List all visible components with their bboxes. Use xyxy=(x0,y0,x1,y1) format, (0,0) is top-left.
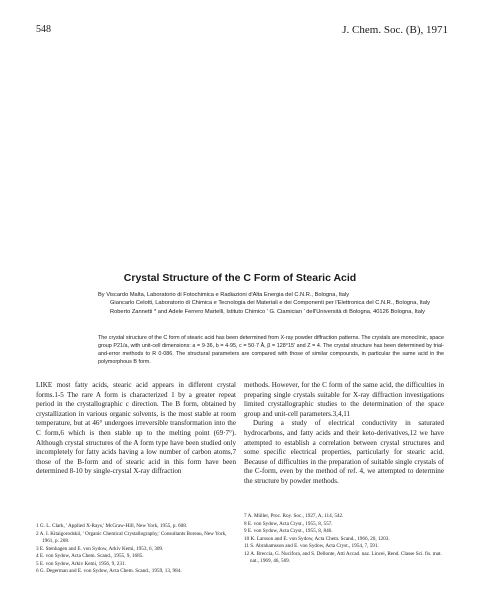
reference-item: 9 E. von Sydow, Acta Cryst., 1955, 8, 846. xyxy=(244,528,333,534)
reference-item: 6 G. Degerman and E. von Sydow, Acta Chem. Scand., 1959, 13, 984. xyxy=(36,568,182,574)
page-number: 548 xyxy=(36,24,51,35)
reference-item: 10 K. Larsson and E. von Sydow, Acta Chem. Scand., 1966, 20, 1203. xyxy=(244,535,390,542)
reference-item: 5 E. von Sydow, Arkiv Kemi, 1956, 9, 231. xyxy=(36,560,126,567)
reference-item: 8 E. von Sydow, Acta Cryst., 1955, 8, 557. xyxy=(244,520,333,527)
author-affiliation-1: By Viscardo Malta, Laboratorio di Fotochimica e Radiazioni d'Alta Energia del C.N.R., Bologna, Italy xyxy=(98,292,350,298)
reference-item: 11 S. Abrahamsson and E. von Sydow, Acta Cryst., 1954, 7, 591. xyxy=(244,543,379,549)
abstract: The crystal structure of the C form of stearic acid has been determined from X-ray powder diffraction patterns. The crystals are monoclinic, space group P21/a, with unit-cell dimensions: a = 9·36, b = 4·95, c = 50·7 Å, β = 128°15' and Z = 4. The crystal structure has been determined by trial-and-error methods to R 0·086. The structural parameters are compared with those of similar compounds, in particular the same acid in the polymorphous B form. xyxy=(98,335,444,365)
author-affiliation-3: Roberto Zannetti * and Adele Ferrero Martelli, Istituto Chimico ' G. Ciamician ' dell'Università di Bologna, 40126 Bologna, Italy xyxy=(110,308,425,315)
reference-item: 7 A. Müller, Proc. Roy. Soc., 1927, A, 114, 542. xyxy=(244,513,344,519)
reference-item: 1 G. L. Clark, ' Applied X-Rays,' McGraw-Hill, New York, 1955, p. 608. xyxy=(36,523,188,529)
body-paragraph: During a study of electrical conductivity in saturated hydrocarbons, and fatty acids and their keto-derivatives,12 we have attempted to establish a correlation between crystal structures and some specific electrical properties, particularly for stearic acid. Because of difficulties in the preparation of suitable single crystals of the C-form, even by the method of ref. 4, we attempted to determine the structure by powder methods. xyxy=(244,419,444,485)
body-left-column xyxy=(36,381,236,477)
reference-item: 4 E. von Sydow, Acta Chem. Scand., 1955, 9, 1685. xyxy=(36,553,144,559)
body-right-column xyxy=(244,381,444,487)
author-block xyxy=(98,291,448,316)
references-right xyxy=(244,513,444,566)
author-affiliation-2: Giancarlo Celotti, Laboratorio di Chimica e Tecnologia dei Materiali e dei Componenti per l'Elettronica del C.N.R., Bologna, Italy xyxy=(110,300,430,307)
reference-item: 3 E. Stenhagen and E. von Sydow, Arkiv Kemi, 1953, 6, 309. xyxy=(36,545,164,552)
reference-item: 2 A. I. Kitaigorodskii, ' Organic Chemical Crystallography,' Consultants Bureau, New York, 1961, p. 208. xyxy=(36,530,227,544)
body-paragraph: methods. However, for the C form of the same acid, the difficulties in preparing single crystals suitable for X-ray diffraction investigations limited crystallographic studies to the determination of the space group and unit-cell parameters.3,4,11 xyxy=(244,381,444,418)
references-left xyxy=(36,523,236,576)
article-title: Crystal Structure of the C Form of Stearic Acid xyxy=(123,272,357,284)
reference-item: 12 A. Breccia, G. Nucifora, and S. Dellonte, Atti Accad. naz. Lincei, Rend. Classe Sci. fis. mat. nat., 1969, 46, 569. xyxy=(244,550,442,564)
body-paragraph: LIKE most fatty acids, stearic acid appears in different crystal forms.1-5 The rare A form is characterized 1 by a greater repeat period in the crystallographic c direction. The B form, obtained by crystallization in various organic solvents, is the most stable at room temperature, but at 46° undergoes irreversible transformation into the C form,6 which is then stable up to the melting point (69·7°). Although crystal structures of the A form type have been studied only incompletely for fatty acids having a low number of carbon atoms,7 those of the B-form and of stearic acid in this form have been determined 8-10 by single-crystal X-ray diffraction xyxy=(36,381,236,476)
running-head: J. Chem. Soc. (B), 1971 xyxy=(342,24,448,36)
